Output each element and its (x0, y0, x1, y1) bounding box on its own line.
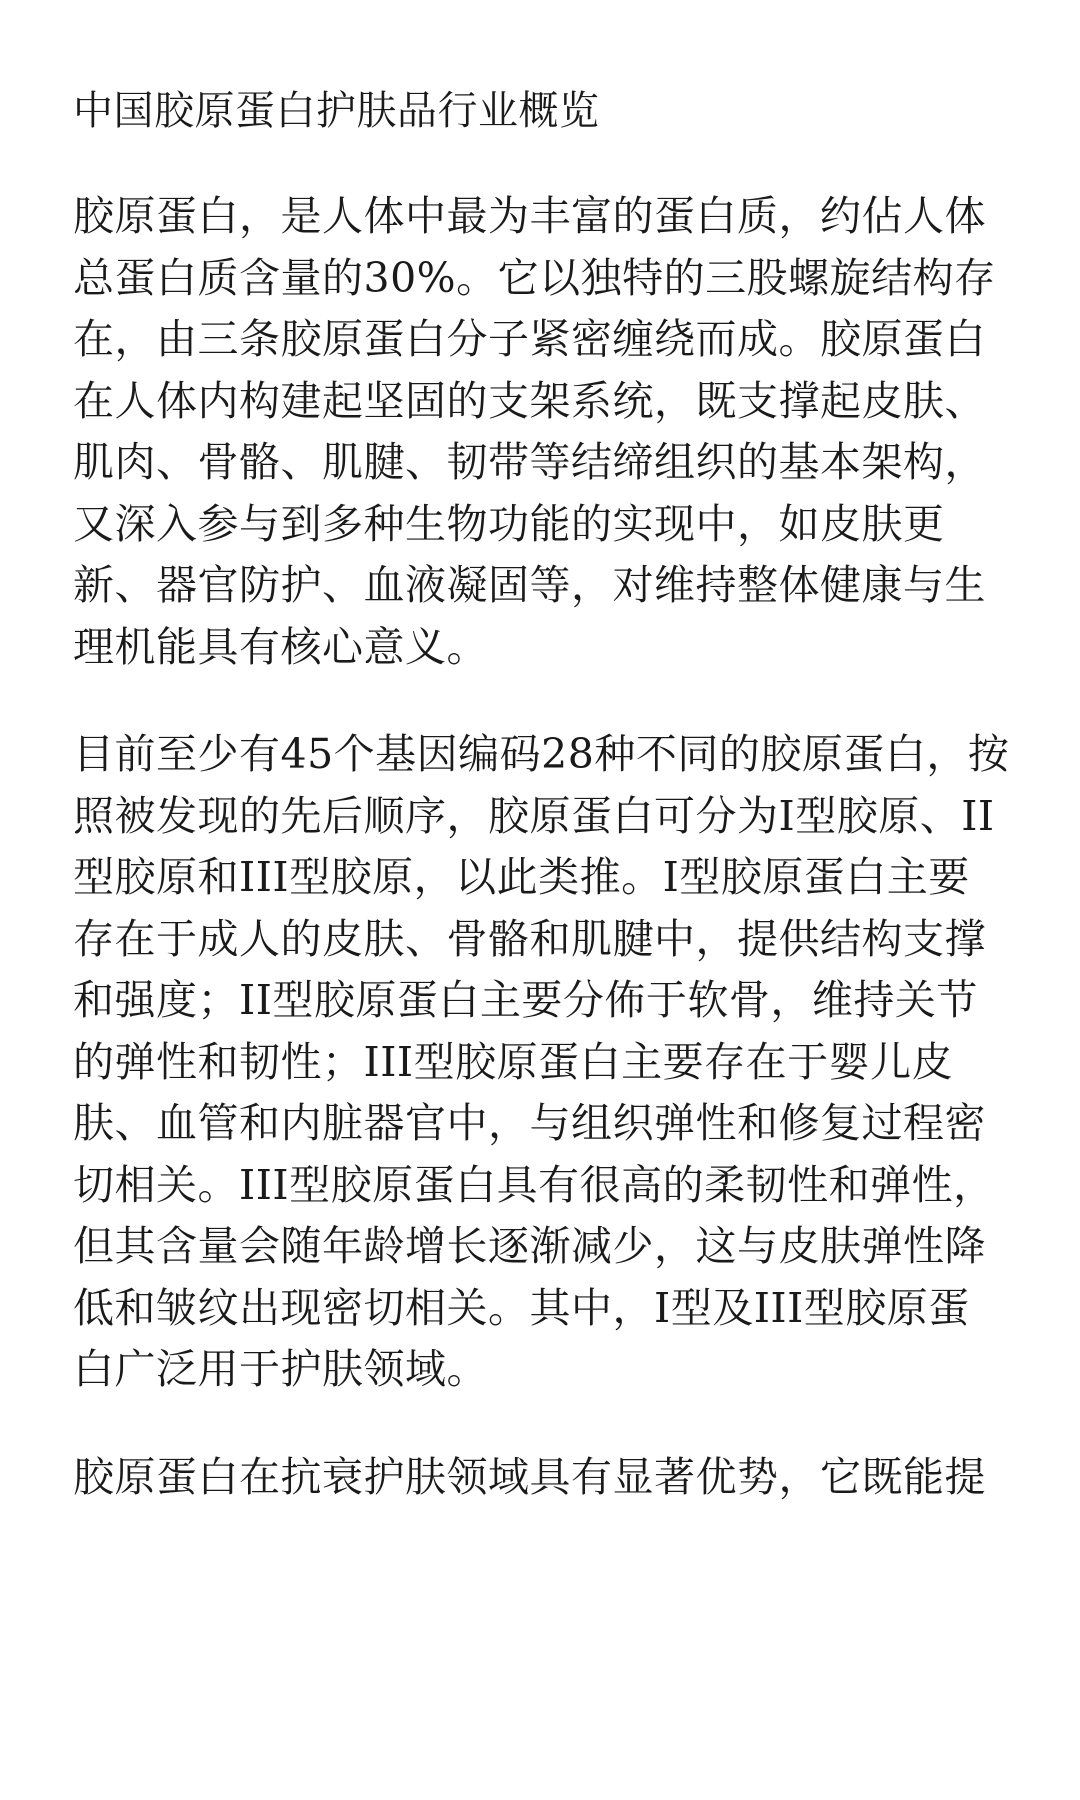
text-line: 又深入参与到多种生物功能的实现中，如皮肤更 (73, 499, 945, 548)
text-line: 和强度；II型胶原蛋白主要分佈于软骨，维持关节 (73, 976, 978, 1024)
text-line: 切相关。III型胶原蛋白具有很高的柔韧性和弹性， (73, 1160, 995, 1209)
text-line: 在人体内构建起坚固的支架系统，既支撑起皮肤、 (73, 376, 986, 425)
text-line: 在，由三条胶原蛋白分子紧密缠绕而成。胶原蛋白 (73, 315, 986, 363)
text-line: 存在于成人的皮肤、骨骼和肌腱中，提供结构支撑 (73, 914, 986, 963)
text-line: 胶原蛋白在抗衰护肤领域具有显著优势，它既能提 (73, 1452, 986, 1501)
text-line: 型胶原和III型胶原，以此类推。I型胶原蛋白主要 (73, 853, 970, 901)
text-line: 新、器官防护、血液凝固等，对维持整体健康与生 (73, 561, 986, 609)
text-line: 肤、血管和内脏器官中，与组织弹性和修复过程密 (73, 1099, 986, 1147)
text-line: 理机能具有核心意义。 (73, 622, 488, 671)
text-line: 但其含量会随年龄增长逐渐减少，这与皮肤弹性降 (73, 1222, 986, 1270)
article-title: 中国胶原蛋白护肤品行业概览 (73, 88, 600, 134)
text-line: 低和皱纹出现密切相关。其中，I型及III型胶原蛋 (73, 1283, 970, 1332)
text-line: 目前至少有45个基因编码28种不同的胶原蛋白，按 (73, 730, 1010, 778)
text-line: 总蛋白质含量的30%。它以独特的三股螺旋结构存 (73, 253, 996, 302)
text-line: 肌肉、骨骼、肌腱、韧带等结缔组织的基本架构， (73, 438, 986, 486)
paragraph-2 (73, 724, 1013, 1401)
text-line: 照被发现的先后顺序，胶原蛋白可分为I型胶原、II (73, 791, 995, 840)
text-line: 白广泛用于护肤领域。 (73, 1345, 488, 1393)
text-line: 的弹性和韧性；III型胶原蛋白主要存在于婴儿皮 (73, 1037, 954, 1086)
paragraph-1 (73, 186, 1013, 678)
paragraph-3 (73, 1447, 1013, 1509)
text-line: 胶原蛋白，是人体中最为丰富的蛋白质，约佔人体 (73, 192, 986, 240)
article (73, 82, 1013, 1508)
